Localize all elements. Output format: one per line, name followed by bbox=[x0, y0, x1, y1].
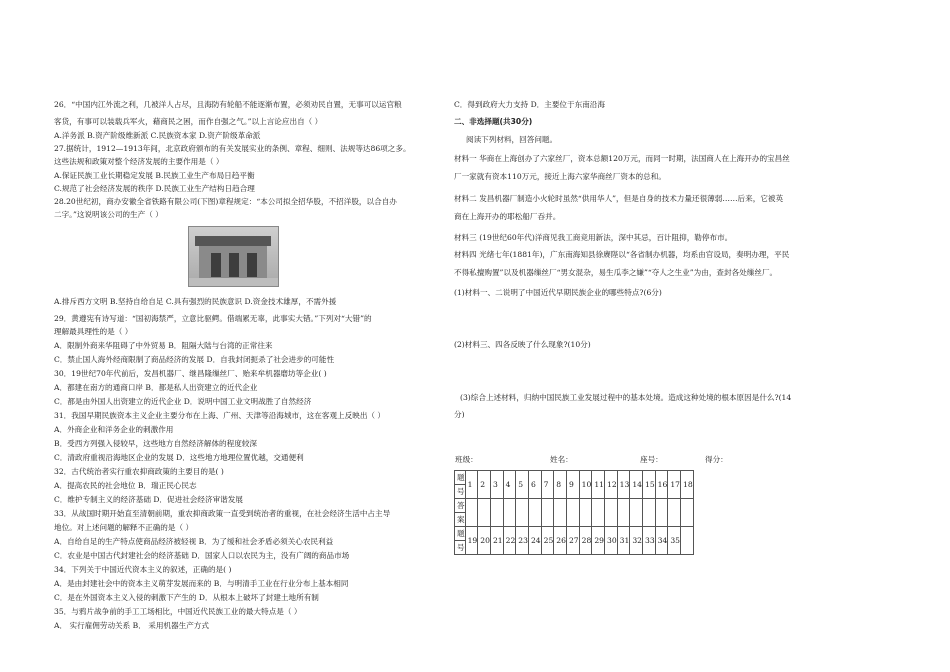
left-text-line: A．限制外商来华阻碍了中外贸易 B．阻隔大陆与台湾的正常往来 bbox=[54, 341, 273, 350]
table-cell: 24 bbox=[528, 527, 541, 555]
table-cell bbox=[617, 499, 630, 527]
table-cell: 9 bbox=[566, 471, 579, 499]
table-cell bbox=[681, 499, 694, 527]
table-cell: 26 bbox=[554, 527, 567, 555]
photo-roof bbox=[195, 236, 271, 246]
table-cell: 5 bbox=[516, 471, 529, 499]
table-cell bbox=[668, 499, 681, 527]
photo-door bbox=[229, 253, 239, 277]
left-text-line: C.规范了社会经济发展的秩序 D.民族工业生产结构日趋合理 bbox=[54, 184, 255, 193]
left-text-line: 客货，有事可以装载兵军火，藉商民之困，而作自强之气。”以上言论应出自（ ） bbox=[54, 117, 323, 126]
table-cell bbox=[681, 527, 694, 555]
table-row bbox=[455, 527, 694, 541]
left-text-line: C．维护专制主义的经济基础 D．促进社会经济审谐发展 bbox=[54, 495, 243, 504]
table-cell: 7 bbox=[541, 471, 554, 499]
table-cell bbox=[604, 499, 617, 527]
table-cell bbox=[516, 499, 529, 527]
table-cell bbox=[528, 499, 541, 527]
table-cell bbox=[655, 499, 668, 527]
table-cell: 21 bbox=[490, 527, 503, 555]
table-cell: 号 bbox=[455, 485, 466, 499]
section-title: 二、非选择题(共30分) bbox=[454, 117, 533, 126]
left-text-line: A．外商企业和洋务企业的刺激作用 bbox=[54, 425, 174, 434]
table-cell: 12 bbox=[604, 471, 617, 499]
table-cell: 10 bbox=[579, 471, 592, 499]
table-row bbox=[455, 471, 694, 485]
table-cell: 30 bbox=[604, 527, 617, 555]
material-2-line2: 商在上海开办的耶松船厂吞并。 bbox=[454, 212, 561, 221]
score-label: 得分： bbox=[705, 455, 728, 464]
railway-company-photo bbox=[188, 226, 279, 287]
table-cell: 号 bbox=[455, 541, 466, 555]
left-text-line: 这些法规和政策对整个经济发展的主要作用是（ ） bbox=[54, 157, 224, 166]
left-text-line: 35．与鸦片战争前的手工工场相比，中国近代民族工业的最大特点是（ ） bbox=[54, 607, 302, 616]
table-cell: 15 bbox=[643, 471, 656, 499]
table-cell: 19 bbox=[465, 527, 478, 555]
table-cell: 题 bbox=[455, 471, 466, 485]
table-cell bbox=[490, 499, 503, 527]
left-text-line: 33．从战国时期开始直至清朝前期，重农抑商政策一直受到统治者的重视，在社会经济生活中占主导 bbox=[54, 509, 391, 518]
reading-intro: 阅读下列材料，回答问题。 bbox=[466, 135, 558, 144]
left-text-line: 30．19世纪70年代前后，发昌机器厂、继昌隆缫丝厂、贻来牟机器磨坊等企业( ) bbox=[54, 369, 327, 378]
left-text-line: A．都建在南方的通商口岸 B．都是私人出资建立的近代企业 bbox=[54, 383, 258, 392]
table-cell: 32 bbox=[630, 527, 643, 555]
table-cell: 18 bbox=[681, 471, 694, 499]
table-cell: 8 bbox=[554, 471, 567, 499]
table-cell: 34 bbox=[655, 527, 668, 555]
left-text-line: A．提高农民的社会地位 B．瑞正民心民志 bbox=[54, 481, 197, 490]
left-text-line: 28.20世纪初，商办安徽全省铁路有限公司(下图)章程规定：“本公司拟全招华股，不招洋股，以合自办 bbox=[54, 197, 397, 206]
photo-door bbox=[211, 253, 221, 277]
table-cell: 3 bbox=[490, 471, 503, 499]
left-text-line: C．都是由外国人出资建立的近代企业 D．说明中国工业文明战胜了自然经济 bbox=[54, 397, 312, 406]
table-cell: 31 bbox=[617, 527, 630, 555]
left-text-line: 理解最具理性的是（ ） bbox=[54, 327, 133, 336]
table-cell bbox=[630, 499, 643, 527]
table-cell: 1 bbox=[465, 471, 478, 499]
table-cell: 17 bbox=[668, 471, 681, 499]
left-text-line: 32．古代统治者实行重农抑商政策的主要目的是( ) bbox=[54, 467, 224, 476]
left-text-line: A.洋务派 B.资产阶级维新派 C.民族资本家 D.资产阶级革命派 bbox=[54, 131, 261, 140]
left-text-line: B．受西方列强入侵较早，这些地方自然经济解体的程度较深 bbox=[54, 439, 258, 448]
class-label: 班级： bbox=[455, 455, 478, 464]
table-cell: 11 bbox=[592, 471, 605, 499]
table-cell: 14 bbox=[630, 471, 643, 499]
material-1-line1: 材料一 华商在上海创办了六家丝厂，资本总额120万元，而同一时期，法国商人在上海开办的宝昌丝 bbox=[454, 154, 790, 163]
material-2-line1: 材料二 发昌机器厂制造小火轮时虽然“供用华人”，但是自身的技术力量还很薄弱……后来，它被英 bbox=[454, 194, 784, 203]
left-text-line: 地位。对上述问题的解释不正确的是（ ） bbox=[54, 523, 194, 532]
left-text-line: C．禁止国人海外经商限制了商品经济的发展 D．自我封闭扼杀了社会进步的可能性 bbox=[54, 355, 335, 364]
table-cell: 35 bbox=[668, 527, 681, 555]
table-cell bbox=[566, 499, 579, 527]
left-text-line: C．是在外国资本主义入侵的刺激下产生的 D．从根本上破坏了封建土地所有制 bbox=[54, 593, 319, 602]
table-cell bbox=[643, 499, 656, 527]
table-cell: 案 bbox=[455, 513, 466, 527]
table-cell bbox=[592, 499, 605, 527]
photo-ground bbox=[189, 278, 278, 286]
left-text-line: 31．我国早期民族资本主义企业主要分布在上海、广州、天津等沿海城市，这在客观上反映出（ ） bbox=[54, 411, 386, 420]
table-cell: 6 bbox=[528, 471, 541, 499]
left-text-line: 29．黄遵宪有诗写道：“国初海禁严，立意比驱鳄。借端累无辜，此事实大错。”下列对“大错”的 bbox=[54, 314, 372, 323]
left-text-line: C．清政府重视沿海地区企业的发展 D．这些地方地理位置优越，交通便利 bbox=[54, 453, 304, 462]
table-cell bbox=[554, 499, 567, 527]
table-cell: 27 bbox=[566, 527, 579, 555]
table-cell bbox=[541, 499, 554, 527]
table-cell: 4 bbox=[503, 471, 516, 499]
table-cell: 题 bbox=[455, 527, 466, 541]
left-text-line: A． 实行雇佣劳动关系 B． 采用机器生产方式 bbox=[54, 621, 209, 630]
table-cell: 22 bbox=[503, 527, 516, 555]
table-cell bbox=[465, 499, 478, 527]
table-cell: 28 bbox=[579, 527, 592, 555]
table-cell bbox=[579, 499, 592, 527]
table-row bbox=[455, 499, 694, 513]
left-text-line: A.排斥西方文明 B.坚持自给自足 C.具有强烈的民族意识 D.资金技术雄厚，不需外援 bbox=[54, 297, 337, 306]
left-text-line: 26．“中国内江外流之利，几被洋人占尽，且海防有轮船不能逐渐布置，必须劝民自置，无事可以运官粮 bbox=[54, 100, 402, 109]
table-cell: 16 bbox=[655, 471, 668, 499]
answer-table bbox=[454, 470, 694, 555]
table-cell: 20 bbox=[478, 527, 491, 555]
left-text-line: A．自给自足的生产特点使商品经济被轻视 B．为了缓和社会矛盾必须关心农民利益 bbox=[54, 537, 334, 546]
table-cell bbox=[503, 499, 516, 527]
question-3: (3)综合上述材料，归纳中国民族工业发展过程中的基本处境。造成这种处境的根本原因是什么?(14 bbox=[460, 393, 792, 402]
left-text-line: 34．下列关于中国近代资本主义的叙述，正确的是( ) bbox=[54, 565, 232, 574]
table-cell: 23 bbox=[516, 527, 529, 555]
table-cell: 13 bbox=[617, 471, 630, 499]
q35-options-cont: C．得到政府大力支持 D．主要位于东南沿海 bbox=[454, 100, 605, 109]
table-cell: 25 bbox=[541, 527, 554, 555]
material-3: 材料三 (19世纪60年代)洋商见我工商竞用新法，深中其忌，百计阻抑，勒停布市。 bbox=[454, 233, 733, 242]
material-4-line1: 材料四 光绪七年(1881年)，广东南海知县徐赓陛以“各省制办机器，均系由官设局，奏明办理，平民 bbox=[454, 250, 790, 259]
seat-label: 座号： bbox=[640, 455, 663, 464]
question-3-cont: 分) bbox=[454, 410, 465, 419]
left-text-line: A．是由封建社会中的资本主义萌芽发展而来的 B．与明清手工业在行业分布上基本相同 bbox=[54, 579, 349, 588]
question-2: (2)材料三、四各反映了什么现象?(10分) bbox=[454, 340, 591, 349]
table-cell: 29 bbox=[592, 527, 605, 555]
left-text-line: 27.据统计，1912—1913年间，北京政府颁布的有关发展实业的条例、章程、细则、法规等达86项之多。 bbox=[54, 144, 411, 153]
left-text-line: A.保证民族工业长期稳定发展 B.民族工业生产布局日趋平衡 bbox=[54, 171, 255, 180]
left-text-line: 二字。”这说明该公司的生产（ ） bbox=[54, 210, 163, 219]
question-1: (1)材料一、二说明了中国近代早期民族企业的哪些特点?(6分) bbox=[454, 288, 662, 297]
material-4-line2: 不得私擅购置”以及机器缫丝厂“男女混杂，易生瓜李之嫌”“夺人之生业”为由，查封各处缫丝厂。 bbox=[454, 268, 778, 277]
material-1-line2: 厂一家就有资本110万元，接近上海六家华商丝厂资本的总和。 bbox=[454, 172, 666, 181]
table-cell: 答 bbox=[455, 499, 466, 513]
name-label: 姓名： bbox=[550, 455, 573, 464]
table-cell: 33 bbox=[643, 527, 656, 555]
left-text-line: C．农业是中国古代封建社会的经济基础 D．国家人口以农民为主，没有广阔的商品市场 bbox=[54, 551, 350, 560]
photo-door bbox=[247, 253, 257, 277]
table-cell: 2 bbox=[478, 471, 491, 499]
table-cell bbox=[478, 499, 491, 527]
